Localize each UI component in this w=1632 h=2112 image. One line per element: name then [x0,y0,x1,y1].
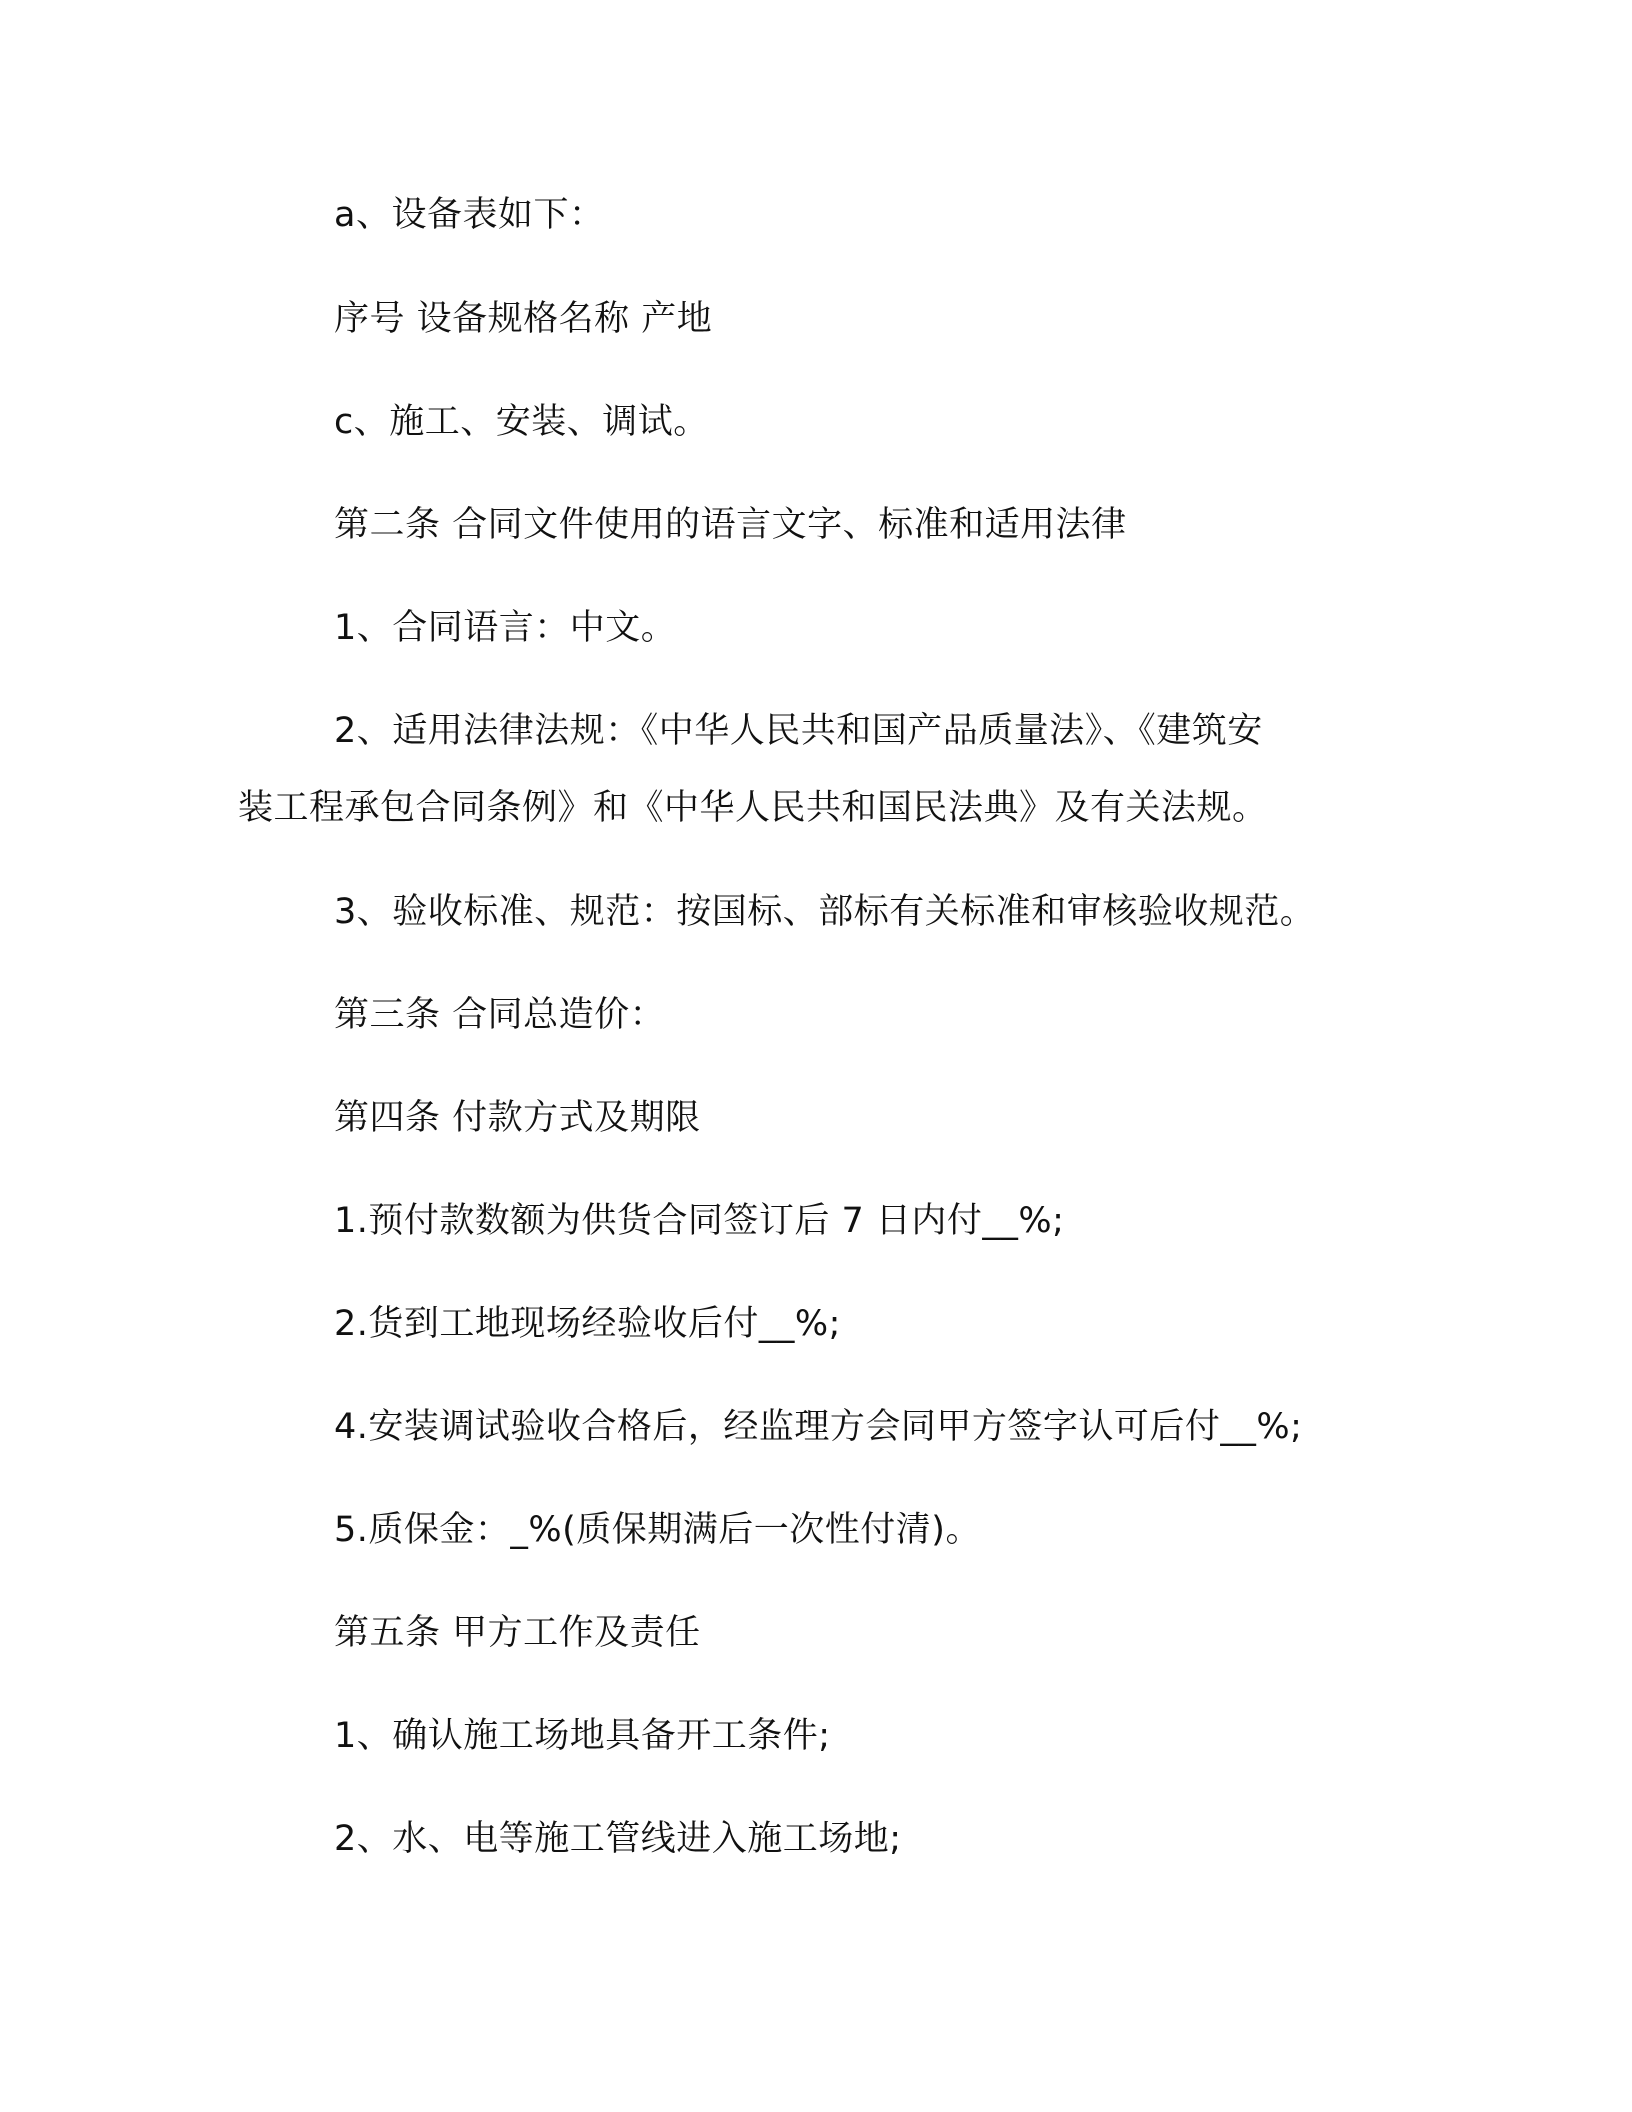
party-a-duty-2: 2、水、电等施工管线进入施工场地; [334,1819,902,1859]
contract-language: 1、合同语言：中文。 [334,608,677,648]
applicable-laws-line-1: 2、适用法律法规：《中华人民共和国产品质量法》、《建筑安 [334,711,1263,751]
construction-item: c、施工、安装、调试。 [334,402,709,442]
article-2-heading: 第二条 合同文件使用的语言文字、标准和适用法律 [334,505,1127,545]
payment-term-2: 2.货到工地现场经验收后付__%; [334,1304,841,1344]
applicable-laws-line-2: 装工程承包合同条例》和《中华人民共和国民法典》及有关法规。 [238,788,1268,828]
article-4-heading: 第四条 付款方式及期限 [334,1098,701,1138]
equipment-list-intro: a、设备表如下： [334,195,605,235]
equipment-table-header: 序号 设备规格名称 产地 [334,299,713,339]
payment-term-1: 1.预付款数额为供货合同签订后 7 日内付__%; [334,1201,1065,1241]
article-5-heading: 第五条 甲方工作及责任 [334,1613,701,1653]
payment-term-4: 4.安装调试验收合格后，经监理方会同甲方签字认可后付__%; [334,1407,1303,1447]
article-3-heading: 第三条 合同总造价： [334,995,666,1035]
party-a-duty-1: 1、确认施工场地具备开工条件; [334,1716,831,1756]
payment-term-5: 5.质保金：_%(质保期满后一次性付清)。 [334,1510,981,1550]
acceptance-standards: 3、验收标准、规范：按国标、部标有关标准和审核验收规范。 [334,892,1316,932]
